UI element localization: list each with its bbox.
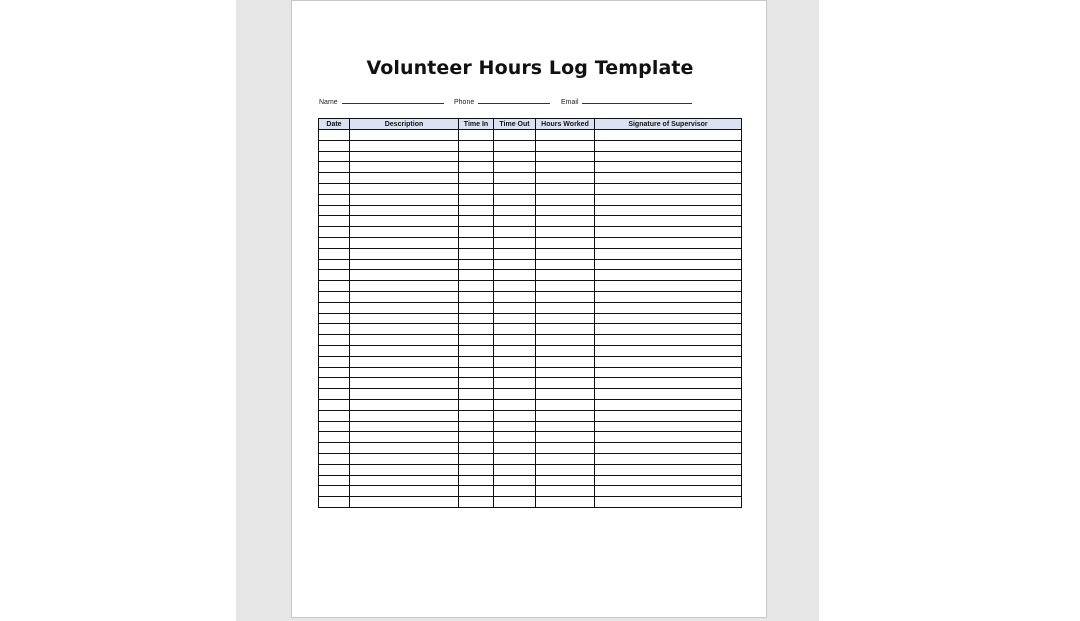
- table-cell[interactable]: [350, 270, 459, 281]
- table-cell[interactable]: [319, 270, 350, 281]
- table-cell[interactable]: [536, 162, 595, 173]
- table-cell[interactable]: [595, 302, 742, 313]
- table-cell[interactable]: [494, 443, 536, 454]
- table-cell[interactable]: [459, 389, 494, 400]
- table-cell[interactable]: [350, 399, 459, 410]
- table-cell[interactable]: [595, 162, 742, 173]
- table-cell[interactable]: [536, 313, 595, 324]
- table-cell[interactable]: [536, 389, 595, 400]
- table-cell[interactable]: [595, 389, 742, 400]
- table-cell[interactable]: [595, 410, 742, 421]
- table-row: [319, 356, 742, 367]
- table-cell[interactable]: [350, 432, 459, 443]
- table-cell[interactable]: [350, 421, 459, 432]
- table-cell[interactable]: [319, 421, 350, 432]
- table-cell[interactable]: [595, 151, 742, 162]
- table-row: [319, 227, 742, 238]
- table-cell[interactable]: [536, 345, 595, 356]
- table-row: [319, 399, 742, 410]
- table-cell[interactable]: [494, 475, 536, 486]
- table-cell[interactable]: [595, 324, 742, 335]
- table-row: [319, 432, 742, 443]
- table-cell[interactable]: [319, 345, 350, 356]
- table-row: [319, 173, 742, 184]
- table-row: [319, 302, 742, 313]
- table-cell[interactable]: [494, 248, 536, 259]
- table-row: [319, 130, 742, 141]
- email-field-label: Email: [561, 99, 579, 106]
- table-cell[interactable]: [350, 162, 459, 173]
- table-cell[interactable]: [459, 140, 494, 151]
- table-cell[interactable]: [350, 130, 459, 141]
- table-cell[interactable]: [494, 237, 536, 248]
- table-cell[interactable]: [350, 194, 459, 205]
- phone-field[interactable]: [454, 96, 550, 106]
- table-cell[interactable]: [536, 237, 595, 248]
- table-cell[interactable]: [319, 216, 350, 227]
- table-cell[interactable]: [494, 291, 536, 302]
- table-cell[interactable]: [494, 130, 536, 141]
- table-cell[interactable]: [319, 335, 350, 346]
- table-cell[interactable]: [319, 378, 350, 389]
- table-cell[interactable]: [319, 356, 350, 367]
- table-cell[interactable]: [494, 227, 536, 238]
- table-cell[interactable]: [494, 497, 536, 508]
- table-cell[interactable]: [595, 475, 742, 486]
- table-cell[interactable]: [595, 291, 742, 302]
- table-cell[interactable]: [350, 345, 459, 356]
- table-row: [319, 291, 742, 302]
- email-field[interactable]: [561, 96, 692, 106]
- table-cell[interactable]: [536, 194, 595, 205]
- table-row: [319, 421, 742, 432]
- table-cell[interactable]: [459, 162, 494, 173]
- column-header-date: Date: [319, 119, 350, 130]
- table-cell[interactable]: [319, 227, 350, 238]
- table-row: [319, 237, 742, 248]
- table-cell[interactable]: [494, 205, 536, 216]
- table-cell[interactable]: [494, 162, 536, 173]
- table-cell[interactable]: [494, 389, 536, 400]
- document-page: [291, 0, 767, 618]
- table-cell[interactable]: [350, 486, 459, 497]
- table-cell[interactable]: [536, 151, 595, 162]
- table-cell[interactable]: [459, 270, 494, 281]
- table-cell[interactable]: [494, 194, 536, 205]
- table-cell[interactable]: [536, 248, 595, 259]
- table-cell[interactable]: [319, 399, 350, 410]
- table-cell[interactable]: [595, 313, 742, 324]
- table-cell[interactable]: [536, 270, 595, 281]
- table-cell[interactable]: [494, 259, 536, 270]
- table-row: [319, 216, 742, 227]
- table-cell[interactable]: [536, 410, 595, 421]
- table-cell[interactable]: [350, 216, 459, 227]
- table-cell[interactable]: [350, 227, 459, 238]
- table-cell[interactable]: [350, 475, 459, 486]
- table-cell[interactable]: [494, 486, 536, 497]
- table-cell[interactable]: [459, 183, 494, 194]
- table-cell[interactable]: [595, 356, 742, 367]
- table-cell[interactable]: [459, 345, 494, 356]
- table-cell[interactable]: [595, 335, 742, 346]
- table-cell[interactable]: [494, 378, 536, 389]
- table-cell[interactable]: [319, 259, 350, 270]
- table-cell[interactable]: [350, 443, 459, 454]
- table-header-row: [319, 119, 742, 130]
- table-row: [319, 453, 742, 464]
- table-cell[interactable]: [459, 151, 494, 162]
- table-row: [319, 194, 742, 205]
- table-cell[interactable]: [536, 324, 595, 335]
- table-cell[interactable]: [319, 151, 350, 162]
- table-cell[interactable]: [459, 291, 494, 302]
- table-cell[interactable]: [350, 302, 459, 313]
- table-cell[interactable]: [350, 464, 459, 475]
- table-row: [319, 335, 742, 346]
- table-cell[interactable]: [494, 270, 536, 281]
- table-cell[interactable]: [595, 130, 742, 141]
- table-cell[interactable]: [319, 432, 350, 443]
- table-row: [319, 270, 742, 281]
- table-cell[interactable]: [536, 302, 595, 313]
- table-cell[interactable]: [494, 345, 536, 356]
- table-cell[interactable]: [595, 173, 742, 184]
- table-cell[interactable]: [319, 291, 350, 302]
- table-cell[interactable]: [459, 410, 494, 421]
- table-cell[interactable]: [595, 443, 742, 454]
- table-cell[interactable]: [536, 356, 595, 367]
- table-cell[interactable]: [494, 140, 536, 151]
- table-cell[interactable]: [595, 399, 742, 410]
- table-row: [319, 162, 742, 173]
- table-cell[interactable]: [595, 237, 742, 248]
- table-cell[interactable]: [459, 237, 494, 248]
- table-cell[interactable]: [459, 281, 494, 292]
- table-cell[interactable]: [494, 356, 536, 367]
- table-cell[interactable]: [595, 367, 742, 378]
- table-cell[interactable]: [319, 302, 350, 313]
- table-cell[interactable]: [459, 194, 494, 205]
- table-row: [319, 367, 742, 378]
- table-cell[interactable]: [595, 227, 742, 238]
- table-cell[interactable]: [595, 453, 742, 464]
- table-cell[interactable]: [536, 453, 595, 464]
- table-cell[interactable]: [459, 248, 494, 259]
- table-cell[interactable]: [536, 130, 595, 141]
- table-cell[interactable]: [494, 432, 536, 443]
- table-cell[interactable]: [494, 313, 536, 324]
- table-row: [319, 389, 742, 400]
- table-cell[interactable]: [459, 399, 494, 410]
- table-cell[interactable]: [319, 497, 350, 508]
- column-header-time-out: Time Out: [494, 119, 536, 130]
- table-cell[interactable]: [595, 270, 742, 281]
- table-cell[interactable]: [536, 183, 595, 194]
- table-cell[interactable]: [319, 443, 350, 454]
- table-cell[interactable]: [459, 378, 494, 389]
- table-cell[interactable]: [350, 248, 459, 259]
- table-cell[interactable]: [350, 259, 459, 270]
- table-cell[interactable]: [459, 497, 494, 508]
- table-cell[interactable]: [459, 356, 494, 367]
- table-cell[interactable]: [536, 259, 595, 270]
- table-cell[interactable]: [459, 443, 494, 454]
- table-cell[interactable]: [494, 399, 536, 410]
- table-cell[interactable]: [459, 173, 494, 184]
- table-cell[interactable]: [459, 432, 494, 443]
- table-cell[interactable]: [350, 183, 459, 194]
- table-cell[interactable]: [459, 205, 494, 216]
- volunteer-hours-table: [318, 118, 742, 508]
- table-cell[interactable]: [595, 216, 742, 227]
- table-cell[interactable]: [319, 324, 350, 335]
- table-cell[interactable]: [319, 410, 350, 421]
- table-cell[interactable]: [595, 378, 742, 389]
- table-cell[interactable]: [319, 475, 350, 486]
- table-cell[interactable]: [536, 421, 595, 432]
- table-cell[interactable]: [595, 421, 742, 432]
- table-cell[interactable]: [494, 410, 536, 421]
- table-cell[interactable]: [536, 216, 595, 227]
- table-cell[interactable]: [494, 335, 536, 346]
- table-row: [319, 345, 742, 356]
- table-cell[interactable]: [459, 486, 494, 497]
- table-cell[interactable]: [319, 183, 350, 194]
- table-cell[interactable]: [595, 259, 742, 270]
- table-cell[interactable]: [459, 259, 494, 270]
- table-cell[interactable]: [350, 291, 459, 302]
- table-cell[interactable]: [595, 281, 742, 292]
- table-row: [319, 410, 742, 421]
- column-header-signature: Signature of Supervisor: [595, 119, 742, 130]
- table-cell[interactable]: [595, 248, 742, 259]
- table-cell[interactable]: [536, 291, 595, 302]
- table-cell[interactable]: [536, 486, 595, 497]
- table-cell[interactable]: [459, 227, 494, 238]
- table-cell[interactable]: [319, 313, 350, 324]
- table-cell[interactable]: [595, 497, 742, 508]
- table-row: [319, 497, 742, 508]
- table-cell[interactable]: [459, 421, 494, 432]
- table-cell[interactable]: [459, 475, 494, 486]
- table-cell[interactable]: [319, 453, 350, 464]
- table-cell[interactable]: [536, 432, 595, 443]
- table-cell[interactable]: [459, 313, 494, 324]
- table-cell[interactable]: [494, 183, 536, 194]
- table-cell[interactable]: [494, 216, 536, 227]
- table-cell[interactable]: [350, 378, 459, 389]
- table-cell[interactable]: [536, 399, 595, 410]
- phone-field-label: Phone: [454, 99, 475, 106]
- table-cell[interactable]: [350, 140, 459, 151]
- table-row: [319, 313, 742, 324]
- table-row: [319, 151, 742, 162]
- table-cell[interactable]: [536, 140, 595, 151]
- table-cell[interactable]: [595, 345, 742, 356]
- table-cell[interactable]: [319, 130, 350, 141]
- table-cell[interactable]: [595, 183, 742, 194]
- table-cell[interactable]: [459, 302, 494, 313]
- table-cell[interactable]: [494, 173, 536, 184]
- table-cell[interactable]: [536, 281, 595, 292]
- table-cell[interactable]: [595, 486, 742, 497]
- table-cell[interactable]: [595, 194, 742, 205]
- table-row: [319, 464, 742, 475]
- table-cell[interactable]: [536, 205, 595, 216]
- table-cell[interactable]: [350, 205, 459, 216]
- table-row: [319, 475, 742, 486]
- table-cell[interactable]: [536, 173, 595, 184]
- table-cell[interactable]: [536, 335, 595, 346]
- table-cell[interactable]: [595, 140, 742, 151]
- table-row: [319, 205, 742, 216]
- table-row: [319, 248, 742, 259]
- table-cell[interactable]: [319, 248, 350, 259]
- table-cell[interactable]: [350, 367, 459, 378]
- table-cell[interactable]: [494, 421, 536, 432]
- table-cell[interactable]: [494, 302, 536, 313]
- table-cell[interactable]: [459, 216, 494, 227]
- table-cell[interactable]: [459, 130, 494, 141]
- table-cell[interactable]: [319, 162, 350, 173]
- table-cell[interactable]: [536, 378, 595, 389]
- table-cell[interactable]: [319, 140, 350, 151]
- table-body: [319, 130, 742, 508]
- table-cell[interactable]: [319, 486, 350, 497]
- table-cell[interactable]: [459, 453, 494, 464]
- table-cell[interactable]: [319, 237, 350, 248]
- table-row: [319, 183, 742, 194]
- table-cell[interactable]: [494, 151, 536, 162]
- table-row: [319, 443, 742, 454]
- table-cell[interactable]: [536, 464, 595, 475]
- table-row: [319, 281, 742, 292]
- table-cell[interactable]: [494, 324, 536, 335]
- table-cell[interactable]: [595, 205, 742, 216]
- table-cell[interactable]: [459, 464, 494, 475]
- table-cell[interactable]: [536, 497, 595, 508]
- table-cell[interactable]: [350, 410, 459, 421]
- table-cell[interactable]: [536, 475, 595, 486]
- column-header-time-in: Time In: [459, 119, 494, 130]
- table-cell[interactable]: [350, 356, 459, 367]
- table-cell[interactable]: [536, 227, 595, 238]
- table-cell[interactable]: [319, 464, 350, 475]
- page-title: Volunteer Hours Log Template: [366, 57, 694, 79]
- table-cell[interactable]: [319, 389, 350, 400]
- table-cell[interactable]: [319, 367, 350, 378]
- table-cell[interactable]: [494, 453, 536, 464]
- table-cell[interactable]: [459, 324, 494, 335]
- table-cell[interactable]: [350, 497, 459, 508]
- table-cell[interactable]: [350, 281, 459, 292]
- table-cell[interactable]: [350, 324, 459, 335]
- table-cell[interactable]: [494, 367, 536, 378]
- table-row: [319, 259, 742, 270]
- table-cell[interactable]: [350, 335, 459, 346]
- table-cell[interactable]: [494, 464, 536, 475]
- table-cell[interactable]: [350, 237, 459, 248]
- name-field-line[interactable]: [342, 96, 444, 104]
- table-cell[interactable]: [459, 335, 494, 346]
- table-row: [319, 324, 742, 335]
- phone-field-line[interactable]: [478, 96, 550, 104]
- table-cell[interactable]: [350, 389, 459, 400]
- email-field-line[interactable]: [582, 96, 692, 104]
- table-cell[interactable]: [494, 281, 536, 292]
- table-cell[interactable]: [350, 453, 459, 464]
- table-cell[interactable]: [350, 151, 459, 162]
- table-cell[interactable]: [459, 367, 494, 378]
- column-header-hours-worked: Hours Worked: [536, 119, 595, 130]
- table-row: [319, 378, 742, 389]
- table-cell[interactable]: [319, 205, 350, 216]
- table-cell[interactable]: [595, 464, 742, 475]
- table-row: [319, 140, 742, 151]
- name-field-label: Name: [319, 99, 338, 106]
- table-cell[interactable]: [536, 443, 595, 454]
- table-cell[interactable]: [319, 281, 350, 292]
- table-cell[interactable]: [319, 173, 350, 184]
- table-row: [319, 486, 742, 497]
- name-field[interactable]: [319, 96, 444, 106]
- table-cell[interactable]: [319, 194, 350, 205]
- table-cell[interactable]: [595, 432, 742, 443]
- column-header-description: Description: [350, 119, 459, 130]
- table-cell[interactable]: [350, 173, 459, 184]
- table-cell[interactable]: [350, 313, 459, 324]
- table-cell[interactable]: [536, 367, 595, 378]
